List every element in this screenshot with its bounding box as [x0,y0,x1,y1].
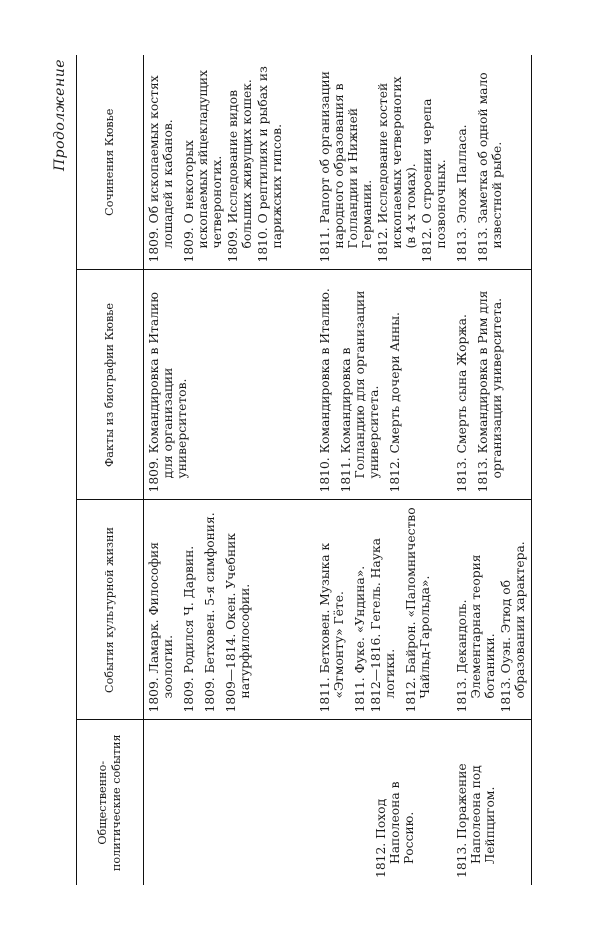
works-entry: 1810. О рептилиях и рыбах из парижских гипсов. [256,66,284,263]
cultural-entry: 1809. Ламарк. Философия зоологии. [147,542,175,713]
header-row [77,55,144,885]
works-cell [452,55,532,270]
works-cell [144,55,316,270]
political-cell [144,720,316,885]
works-entry: 1809. Об ископаемых костях лошадей и кабанов. [147,75,175,263]
political-cell [452,720,532,885]
works-entry: 1813. Заметка об одной мало известной рыбе. [476,72,504,263]
table-row [452,55,532,885]
works-entry: 1809. О некоторых ископаемых яйцекладущих четвероногих. [182,69,224,263]
header-cultural: События культурной жизни [77,500,144,720]
cultural-cell [452,500,532,720]
header-political: Общественно-политические события [77,720,144,885]
biography-entry: 1813. Смерть сына Жоржа. [455,314,469,493]
cultural-cell [315,500,452,720]
table-row [144,55,316,885]
works-entry: 1812. О строении черепа позвоночных. [420,98,448,263]
cultural-entry: 1811. Бетховен. Музыка к «Эгмонту» Гёте. [318,542,346,713]
chronology-table [76,55,532,885]
continued-label: Продолжение [52,59,68,172]
works-entry: 1811. Рапорт об организации народного образования в Голландии и Нижней Германии. [318,71,374,263]
biography-cell [144,270,316,500]
biography-entry: 1809. Командировка в Италию для организации университетов. [147,292,189,493]
cultural-entry: 1809. Родился Ч. Дарвин. [182,545,196,713]
biography-cell [315,270,452,500]
works-entry: 1809. Исследование видов больших живущих кошек. [226,79,254,263]
table-row [315,55,452,885]
cultural-entry: 1813. Декандоль. Элементарная теория ботаники. [455,554,497,713]
works-entry: 1812. Исследование костей ископаемых четвероногих (в 4-х томах). [376,76,418,263]
works-entry: 1813. Элож Палласа. [455,124,469,263]
cultural-entry: 1813. Оуэн. Этюд об образовании характера. [499,541,527,713]
cultural-entry: 1809. Бетховен. 5-я симфония. [203,512,217,713]
cultural-entry: 1811. Фуке. «Ундина». [353,565,367,713]
cultural-entry: 1812. Байрон. «Паломничество Чайльд-Гарольда». [404,507,432,713]
header-works: Сочинения Кювье [77,55,144,270]
works-cell [315,55,452,270]
cultural-cell [144,500,316,720]
cultural-entry: 1809—1814. Окен. Учебник натурфилософии. [224,532,252,713]
biography-cell [452,270,532,500]
header-biography: Факты из биографии Кювье [77,270,144,500]
cultural-entry: 1812—1816. Гегель. Наука логики. [369,538,397,713]
political-entry: 1812. Поход Наполеона в Россию. [374,781,416,878]
political-cell [315,720,452,885]
political-entry: 1813. Поражение Наполеона под Лейпцигом. [455,763,497,878]
page-content [40,55,560,885]
biography-entry: 1811. Командировка в Голландию для организации университета. [339,290,381,493]
biography-entry: 1810. Командировка в Италию. [318,288,332,493]
biography-entry: 1813. Командировка в Рим для организации университета. [476,290,504,493]
biography-entry: 1812. Смерть дочери Анны. [388,312,402,493]
